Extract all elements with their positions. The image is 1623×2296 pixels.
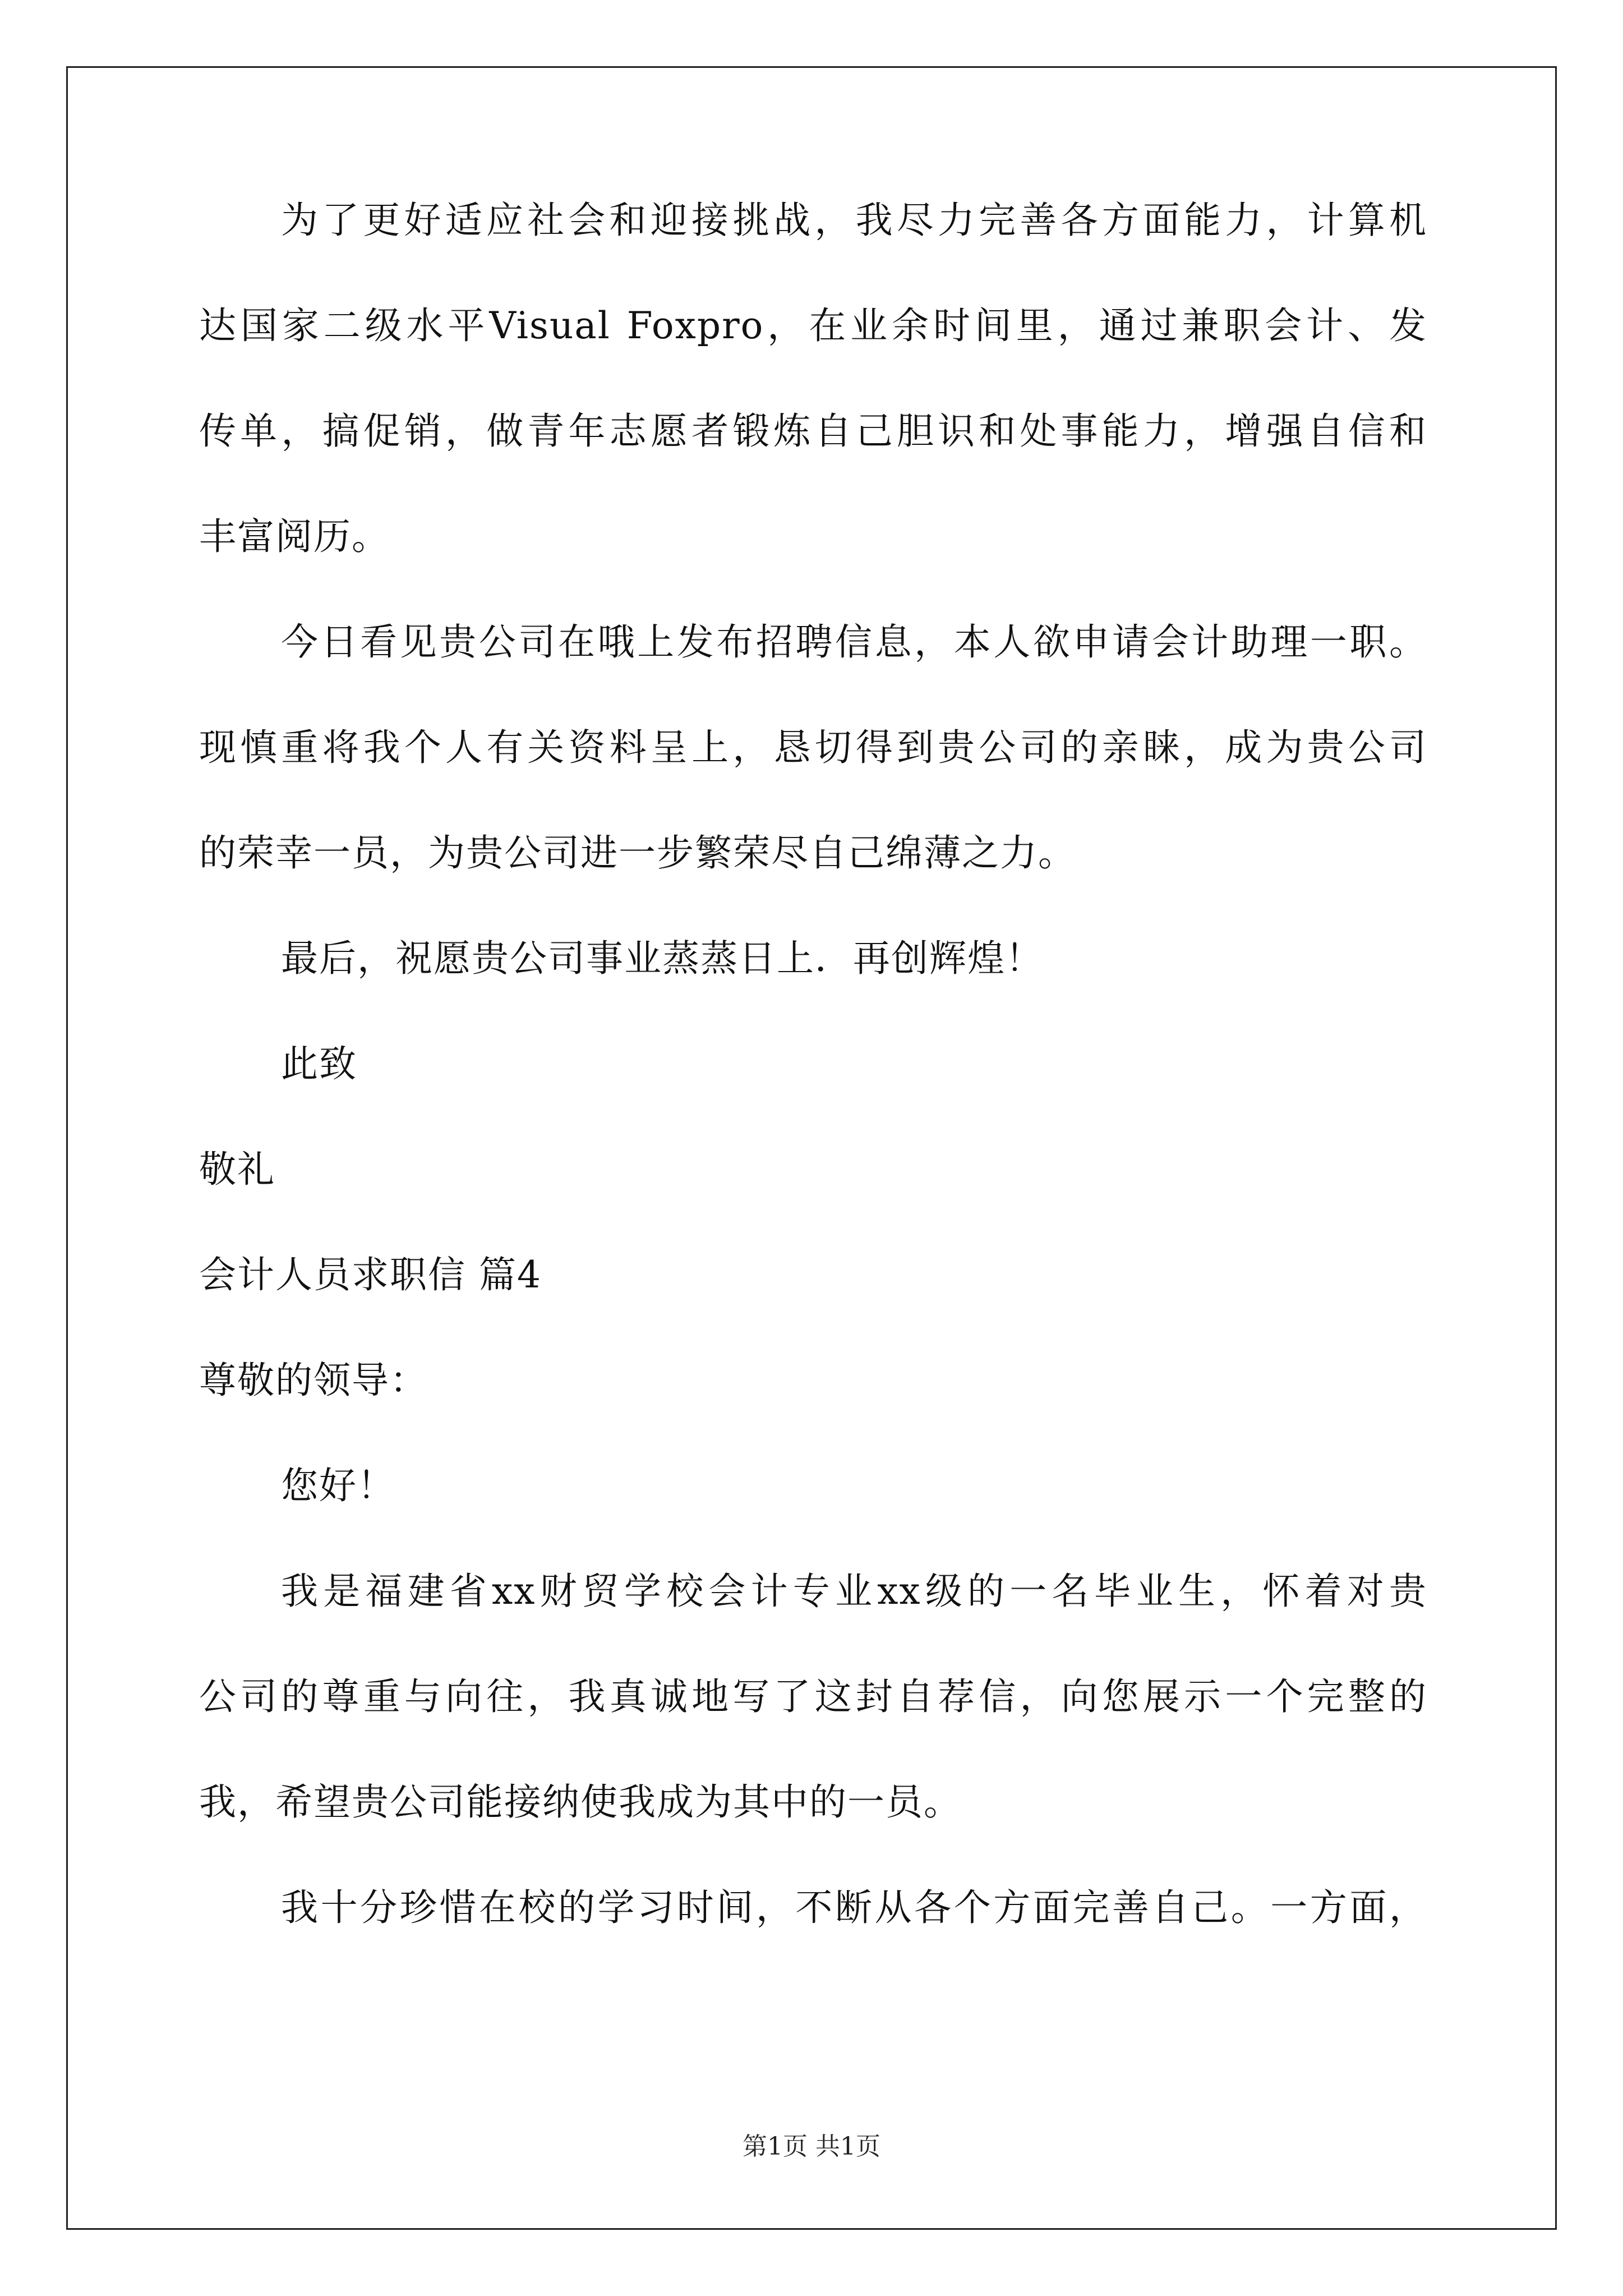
- page-footer: 第1页 共1页: [743, 2132, 880, 2161]
- paragraph-line: 丰富阅历。: [199, 515, 390, 558]
- paragraph-line: 达国家二级水平Visual Foxpro，在业余时间里，通过兼职会计、发: [199, 304, 1427, 347]
- letter-salutation: 尊敬的领导：: [199, 1359, 428, 1402]
- section-heading: 会计人员求职信 篇4: [199, 1253, 542, 1296]
- paragraph-line: 今日看见贵公司在哦上发布招聘信息，本人欲申请会计助理一职。: [281, 620, 1427, 664]
- paragraph-line: 的荣幸一员，为贵公司进一步繁荣尽自己绵薄之力。: [199, 831, 1076, 875]
- paragraph-line: 传单，搞促销，做青年志愿者锻炼自己胆识和处事能力，增强自信和: [199, 409, 1427, 453]
- paragraph-line: 我，希望贵公司能接纳使我成为其中的一员。: [199, 1780, 962, 1824]
- paragraph-line: 最后，祝愿贵公司事业蒸蒸日上．再创辉煌！: [281, 937, 1044, 980]
- greeting: 您好！: [281, 1464, 395, 1507]
- paragraph-line: 现慎重将我个人有关资料呈上，恳切得到贵公司的亲睐，成为贵公司: [199, 726, 1427, 769]
- closing-regards: 敬礼: [199, 1148, 275, 1191]
- paragraph-line: 公司的尊重与向往，我真诚地写了这封自荐信，向您展示一个完整的: [199, 1675, 1427, 1718]
- document-body: [199, 199, 1427, 1995]
- paragraph-line: 我是福建省xx财贸学校会计专业xx级的一名毕业生，怀着对贵: [281, 1570, 1427, 1613]
- paragraph-line: 为了更好适应社会和迎接挑战，我尽力完善各方面能力，计算机: [281, 199, 1427, 242]
- paragraph-line: 我十分珍惜在校的学习时间，不断从各个方面完善自己。一方面，: [281, 1886, 1427, 1929]
- closing-salutation: 此致: [281, 1042, 357, 1085]
